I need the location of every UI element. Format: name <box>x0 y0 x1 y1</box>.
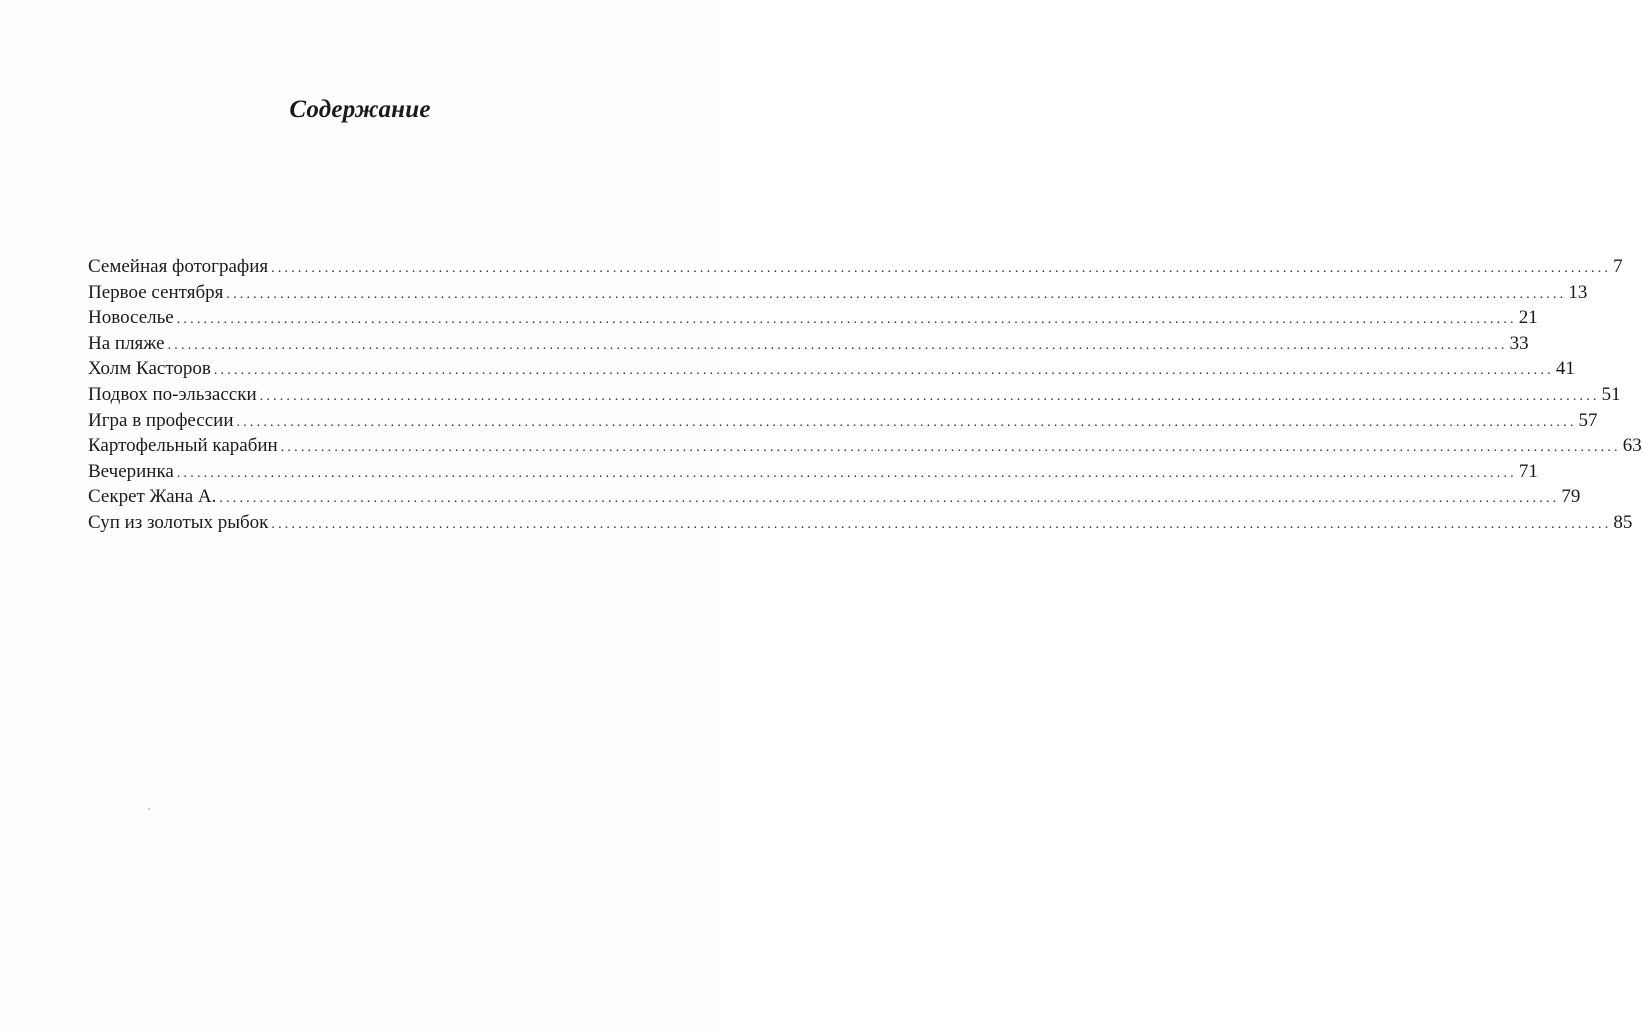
toc-entry-page: 85 <box>1613 511 1633 533</box>
toc-entry <box>88 408 1598 434</box>
toc-leader-dots: ........................................................................................................................................................................................................ <box>176 465 1517 481</box>
toc-entry <box>88 459 1538 485</box>
toc-leader-dots: ........................................................................................................................................................................................................ <box>176 312 1517 328</box>
toc-leader-dots: ........................................................................................................................................................................................................ <box>213 363 1554 379</box>
toc-leader-dots: ........................................................................................................................................................................................................ <box>167 337 1508 353</box>
toc-entry-title: Подвох по-эльзасски <box>88 383 257 405</box>
toc-entry <box>88 433 1642 459</box>
toc-leader-dots: ........................................................................................................................................................................................................ <box>226 286 1567 302</box>
toc-leader-dots: ........................................................................................................................................................................................................ <box>219 491 1560 507</box>
toc-entry <box>88 331 1529 357</box>
toc-entry-title: Первое сентября <box>88 281 224 303</box>
toc-leader-dots: ........................................................................................................................................................................................................ <box>271 261 1612 276</box>
toc-entry-page: 51 <box>1601 383 1621 405</box>
toc-leader-dots: ........................................................................................................................................................................................................ <box>259 388 1600 404</box>
toc-entry <box>88 280 1588 306</box>
toc-leader-dots: ........................................................................................................................................................................................................ <box>236 414 1577 430</box>
toc-entry-title: Новоселье <box>88 307 174 329</box>
toc-entry <box>88 382 1621 408</box>
toc-entry-page: 21 <box>1518 307 1538 329</box>
toc-entry <box>88 484 1581 510</box>
toc-entry-title: Суп из золотых рыбок <box>88 511 269 533</box>
toc-entry <box>88 356 1575 382</box>
paper-speck <box>148 808 150 810</box>
toc-entry-title: Вечеринка <box>88 460 174 482</box>
toc-leader-dots: ........................................................................................................................................................................................................ <box>280 440 1621 456</box>
toc-entry-title: Игра в профессии <box>88 409 234 431</box>
toc-entry-title: Секрет Жана А. <box>88 486 217 508</box>
toc-entry <box>88 305 1538 331</box>
toc-entry <box>88 510 1633 536</box>
table-of-contents <box>88 254 1642 536</box>
toc-entry-page: 13 <box>1568 281 1588 303</box>
toc-entry-title: На пляже <box>88 332 165 354</box>
page-title: Содержание <box>289 96 431 123</box>
toc-entry-page: 63 <box>1622 435 1642 457</box>
toc-entry-page: 71 <box>1518 460 1538 482</box>
toc-entry-page: 33 <box>1509 332 1529 354</box>
toc-entry <box>88 254 1623 280</box>
toc-entry-page: 7 <box>1613 256 1623 277</box>
toc-entry-title: Картофельный карабин <box>88 435 278 457</box>
toc-entry-title: Семейная фотография <box>88 256 269 277</box>
toc-leader-dots: ........................................................................................................................................................................................................ <box>271 516 1612 532</box>
toc-entry-page: 79 <box>1561 486 1581 508</box>
toc-entry-page: 41 <box>1555 358 1575 380</box>
toc-entry-page: 57 <box>1578 409 1598 431</box>
toc-entry-title: Холм Касторов <box>88 358 211 380</box>
